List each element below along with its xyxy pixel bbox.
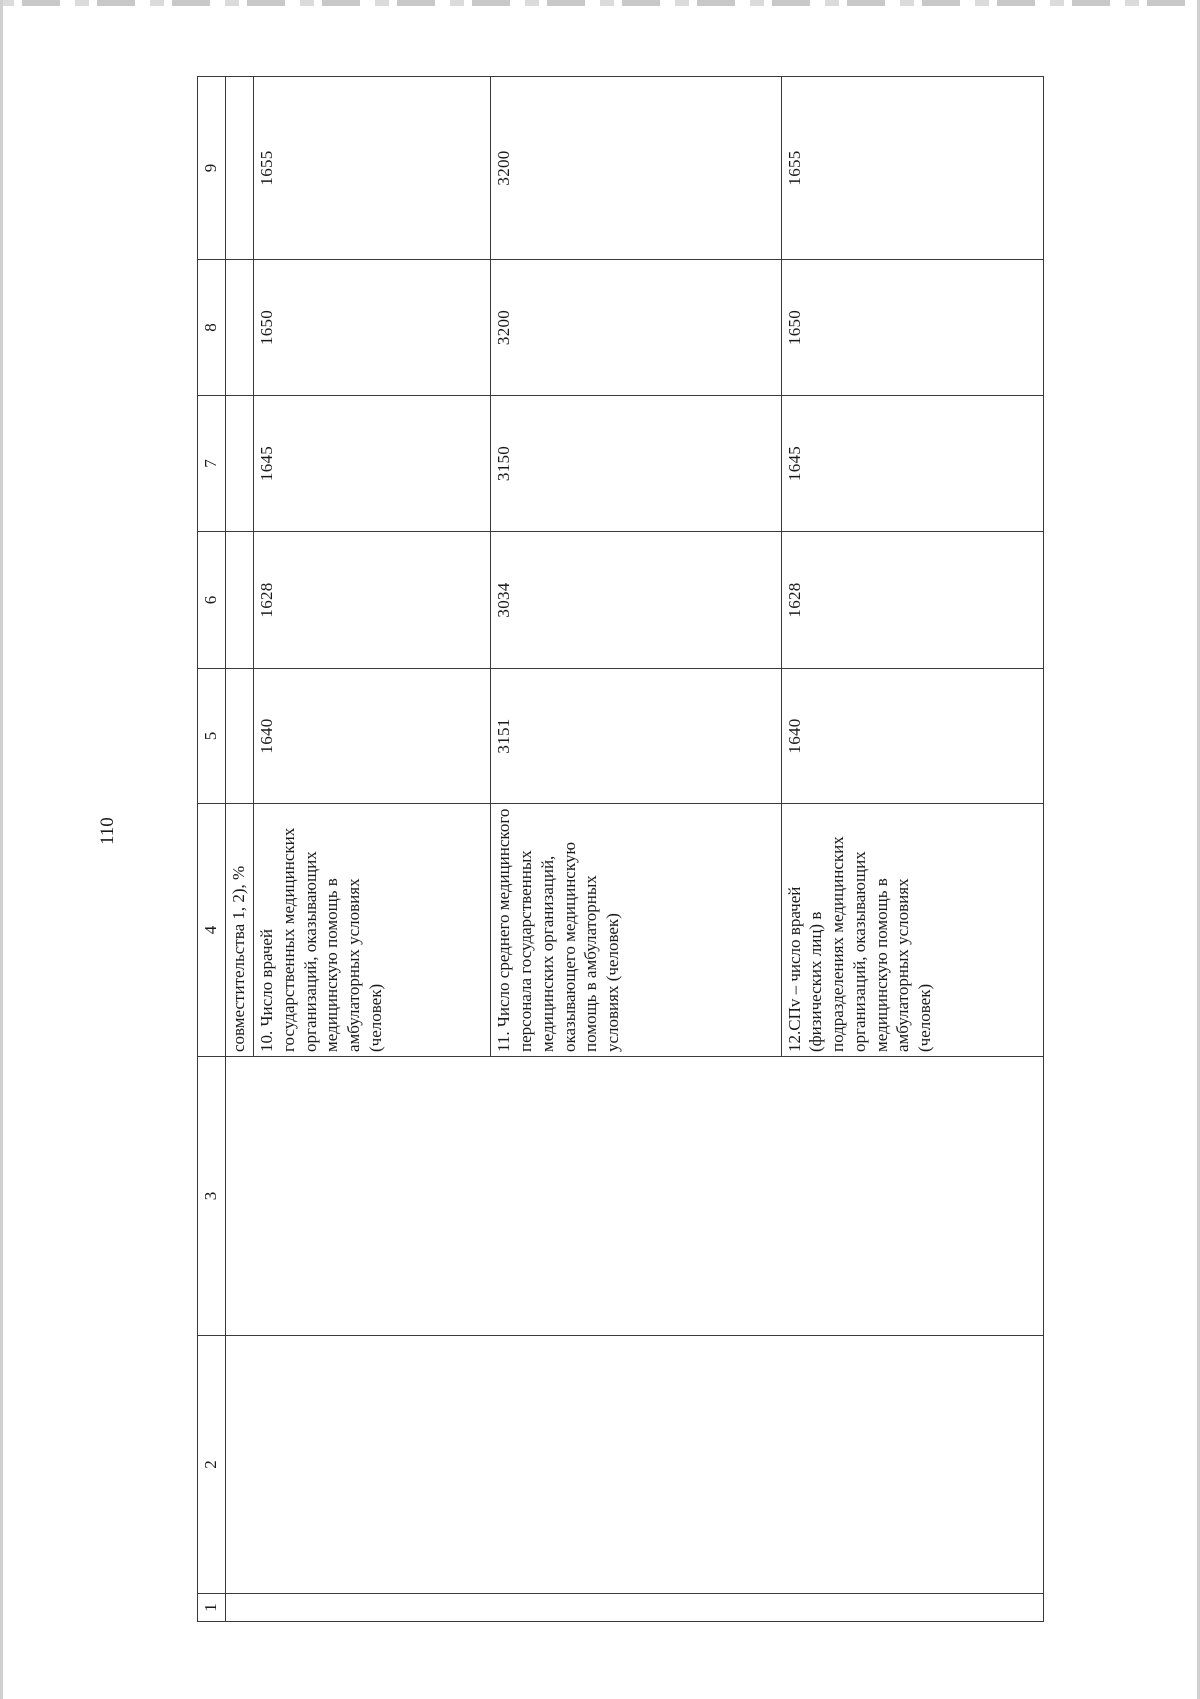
- page-number: 110: [97, 817, 118, 845]
- table-row: [226, 77, 254, 1622]
- value-cell: 3200: [491, 260, 781, 396]
- column-number: 3: [198, 1057, 226, 1336]
- value-cell: 1645: [254, 396, 491, 532]
- indicators-table: [197, 76, 1044, 1622]
- column-number: 5: [198, 669, 226, 804]
- column-number-row: [198, 77, 226, 1622]
- value-cell: 1640: [781, 669, 1043, 804]
- value-cell: 1628: [781, 532, 1043, 669]
- table-cell: [226, 396, 254, 532]
- value-cell: 1628: [254, 532, 491, 669]
- value-cell: 1640: [254, 669, 491, 804]
- continued-indicator-text: совместительства 1, 2), %: [226, 804, 254, 1057]
- indicator-label: 11. Число среднего медицинского персонала государственных медицинских организаций, оказывающего медицинскую помощь в амбулаторных условиях (человек): [491, 804, 781, 1057]
- value-cell: 3151: [491, 669, 781, 804]
- value-cell: 1645: [781, 396, 1043, 532]
- indicator-label: 12.СПv – число врачей (физических лиц) в подразделениях медицинских организаций, оказывающих медицинскую помощь в амбулаторных условиях (человек): [781, 804, 1043, 1057]
- column-number: 7: [198, 396, 226, 532]
- column-number: 1: [198, 1594, 226, 1622]
- column-number: 2: [198, 1336, 226, 1594]
- column-number: 4: [198, 804, 226, 1057]
- value-cell: 1650: [254, 260, 491, 396]
- scan-edge-left: [0, 0, 3, 1699]
- value-cell: 1655: [254, 77, 491, 260]
- column-number: 6: [198, 532, 226, 669]
- table-cell: [226, 1057, 1044, 1336]
- value-cell: 3034: [491, 532, 781, 669]
- rotated-table: [197, 77, 1044, 1622]
- value-cell: 3200: [491, 77, 781, 260]
- column-number: 9: [198, 77, 226, 260]
- indicator-label: 10. Число врачей государственных медицинских организаций, оказывающих медицинскую помощь в амбулаторных условиях (человек): [254, 804, 491, 1057]
- table-cell: [226, 669, 254, 804]
- column-number: 8: [198, 260, 226, 396]
- table-cell: [226, 260, 254, 396]
- table-cell: [226, 532, 254, 669]
- value-cell: 1655: [781, 77, 1043, 260]
- value-cell: 3150: [491, 396, 781, 532]
- scan-edge-top: [0, 0, 1200, 6]
- value-cell: 1650: [781, 260, 1043, 396]
- table-cell: [226, 1594, 1044, 1622]
- table-cell: [226, 1336, 1044, 1594]
- table-cell: [226, 77, 254, 260]
